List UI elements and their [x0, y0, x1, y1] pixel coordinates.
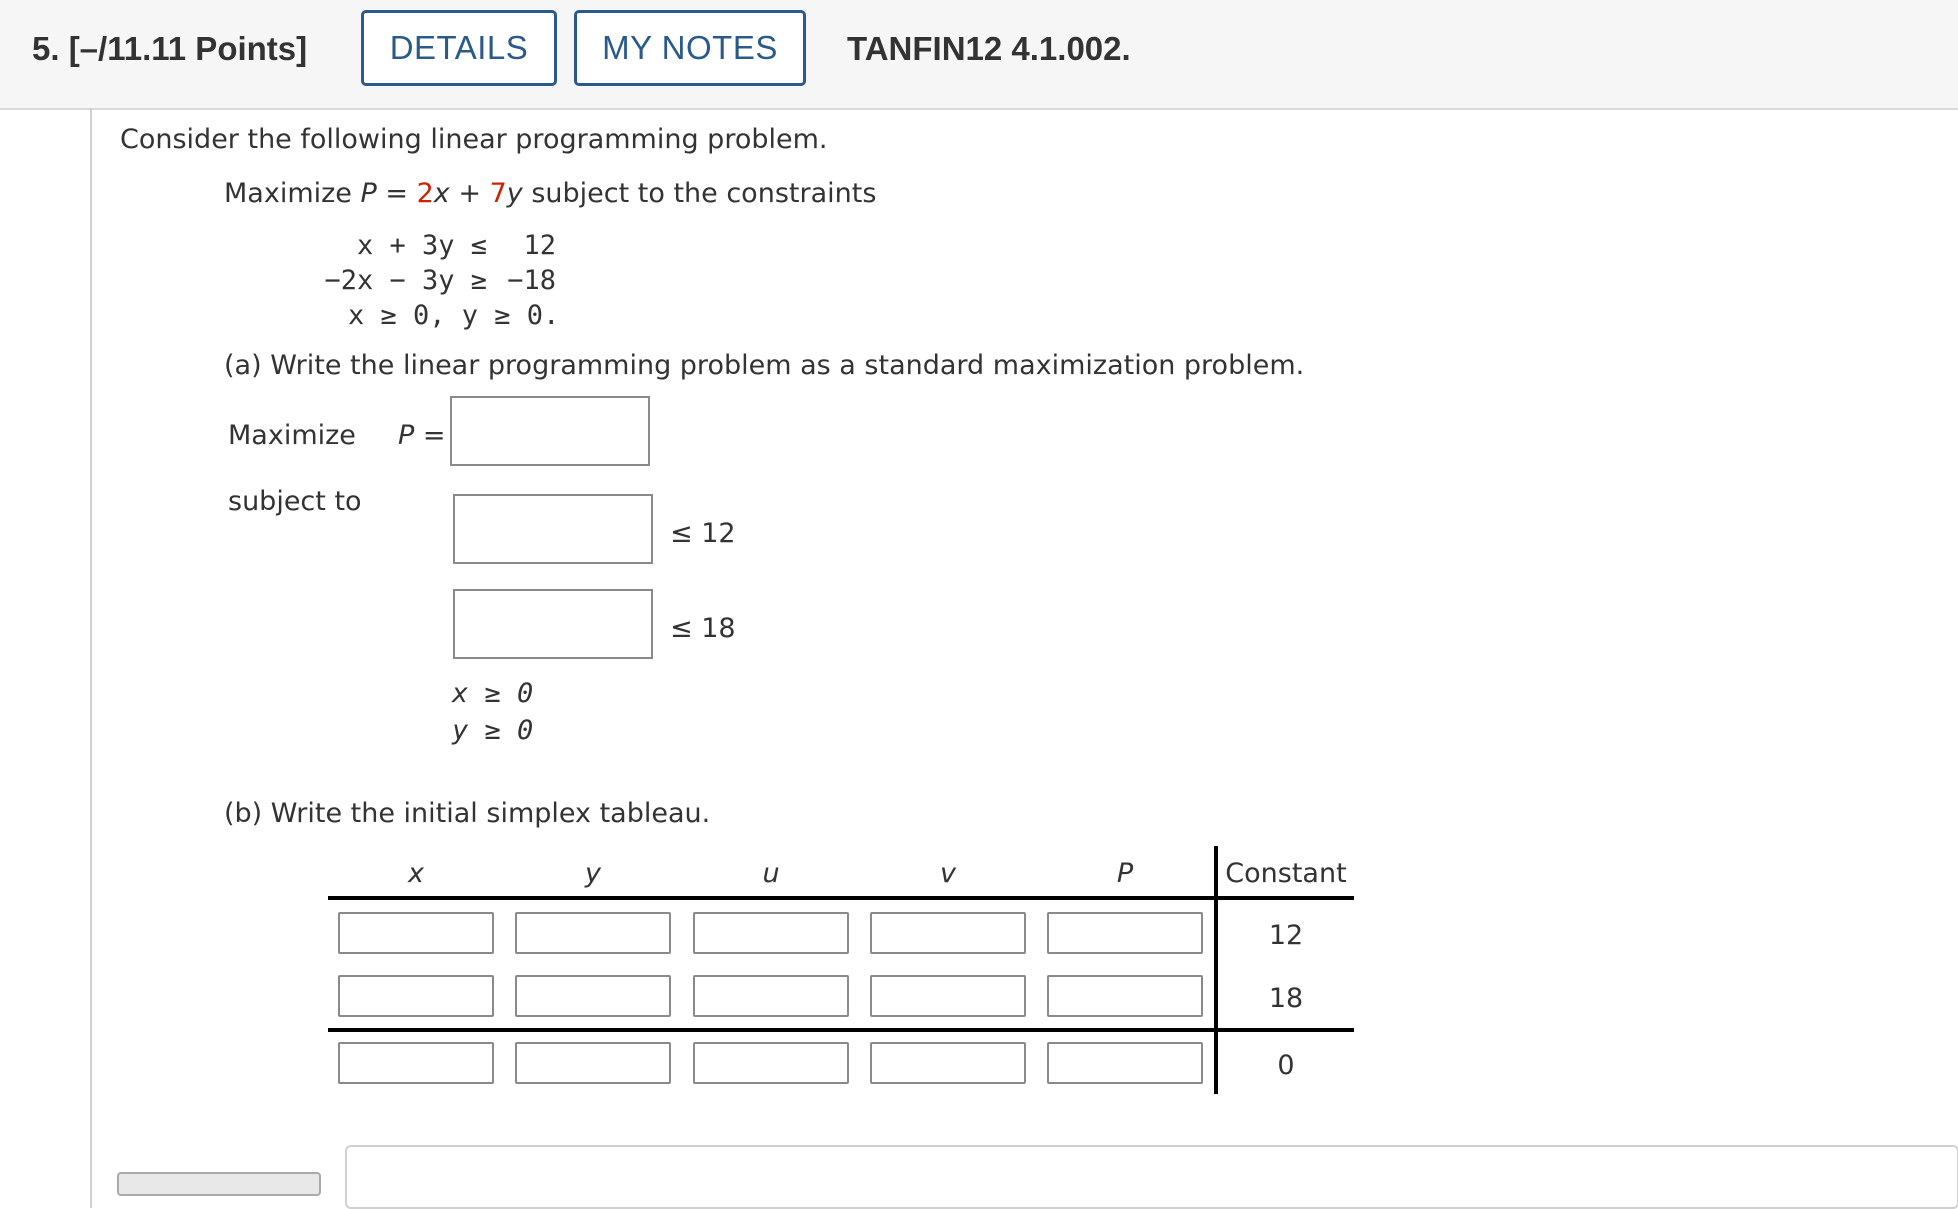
- tableau-constant-r2: 18: [1268, 983, 1304, 1014]
- column-header-p: P: [1116, 858, 1134, 889]
- objective-function: Maximize P = 2x + 7y subject to the constraints: [224, 178, 877, 209]
- nonneg-x: x ≥ 0: [452, 678, 534, 709]
- tableau-cell-r2-p[interactable]: [1047, 975, 1203, 1017]
- column-header-v: v: [940, 858, 956, 889]
- constraint-2-input[interactable]: [453, 589, 653, 659]
- next-panel-frame: [345, 1145, 1958, 1209]
- tableau-cell-r1-u[interactable]: [693, 912, 849, 954]
- problem-code: TANFIN12 4.1.002.: [847, 30, 1131, 67]
- constraint-2-lhs: −2x − 3y ≥: [324, 265, 487, 296]
- constraint-1-bound: ≤ 12: [670, 518, 736, 549]
- tableau-cell-r1-y[interactable]: [515, 912, 671, 954]
- objective-input[interactable]: [450, 396, 650, 466]
- tableau-cell-r2-y[interactable]: [515, 975, 671, 1017]
- tableau-cell-r2-u[interactable]: [693, 975, 849, 1017]
- constraint-1-input[interactable]: [453, 494, 653, 564]
- my-notes-button[interactable]: MY NOTES: [574, 10, 806, 86]
- maximize-label: Maximize: [228, 420, 356, 451]
- tableau-constant-r1: 12: [1268, 920, 1304, 951]
- details-button[interactable]: DETAILS: [361, 10, 557, 86]
- tableau-cell-r3-p[interactable]: [1047, 1042, 1203, 1084]
- question-number: 5. [–/11.11 Points]: [32, 30, 308, 67]
- subject-to-label: subject to: [228, 486, 362, 517]
- constraint-1-rhs: 12: [523, 230, 556, 261]
- part-b-label: (b) Write the initial simplex tableau.: [224, 798, 711, 829]
- column-header-constant: Constant: [1225, 858, 1347, 889]
- tableau-objective-rule: [328, 1028, 1354, 1032]
- tableau-cell-r3-y[interactable]: [515, 1042, 671, 1084]
- tableau-constant-r3: 0: [1277, 1050, 1295, 1081]
- p-equals-label: P =: [398, 420, 446, 451]
- problem-intro: Consider the following linear programming problem.: [120, 124, 828, 155]
- constraint-2-rhs: −18: [507, 265, 556, 296]
- constraint-1-lhs: x + 3y ≤: [356, 230, 487, 261]
- tableau-cell-r2-v[interactable]: [870, 975, 1026, 1017]
- constraint-2-bound: ≤ 18: [670, 613, 736, 644]
- column-header-x: x: [408, 858, 424, 889]
- tableau-cell-r2-x[interactable]: [338, 975, 494, 1017]
- tableau-cell-r1-v[interactable]: [870, 912, 1026, 954]
- constraint-nonneg: x ≥ 0, y ≥ 0.: [348, 300, 560, 331]
- part-a-label: (a) Write the linear programming problem as a standard maximization problem.: [224, 350, 1305, 381]
- column-header-u: u: [762, 858, 780, 889]
- tableau-header-rule: [328, 896, 1354, 900]
- tableau-cell-r1-p[interactable]: [1047, 912, 1203, 954]
- tableau-cell-r3-u[interactable]: [693, 1042, 849, 1084]
- column-header-y: y: [585, 858, 601, 889]
- tableau-cell-r1-x[interactable]: [338, 912, 494, 954]
- tableau-cell-r3-x[interactable]: [338, 1042, 494, 1084]
- nonneg-y: y ≥ 0: [452, 715, 534, 746]
- question-header: [0, 0, 1958, 110]
- partially-visible-button[interactable]: [117, 1172, 321, 1196]
- tableau-cell-r3-v[interactable]: [870, 1042, 1026, 1084]
